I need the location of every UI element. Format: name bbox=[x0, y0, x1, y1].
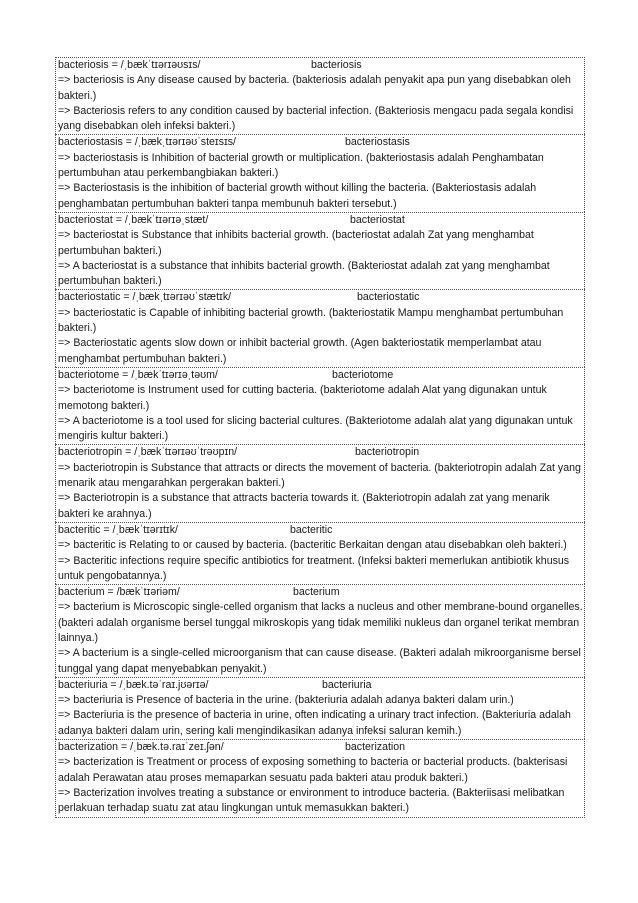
headword-pronunciation: bacterization = /ˌbæk.tə.raɪˈzeɪ.ʃən/ bbox=[58, 741, 224, 754]
entry-definition: => bacterium is Microscopic single-celled organism that lacks a nucleus and other membrane-bound organelles. (bakteri adalah organisme bersel tunggal mikroskopis yang tidak memiliki nukleus dan organel terikat membran lainnya.) bbox=[58, 601, 583, 644]
entry-definition: => bacteriotome is Instrument used for cutting bacteria. (bakteriotome adalah Alat yang digunakan untuk memotong bakteri.) bbox=[58, 384, 547, 412]
entry-header bbox=[58, 678, 584, 693]
dictionary-entry bbox=[55, 289, 585, 366]
entry-example: => A bacteriostat is a substance that inhibits bacterial growth. (Bakteriostat adalah zat yang menghambat pertumbuhan bakteri.) bbox=[58, 259, 550, 288]
entry-definition: => bacteriotropin is Substance that attracts or directs the movement of bacteria. (bakteriotropin adalah Zat yang menarik atau mengarahkan pergerakan bakteri.) bbox=[58, 461, 581, 490]
dictionary-entry bbox=[55, 134, 585, 211]
entry-header bbox=[58, 523, 584, 538]
dictionary-entry bbox=[55, 444, 585, 521]
entry-header bbox=[58, 213, 584, 228]
headword-pronunciation: bacteritic = /ˌbækˈtɪərɪtɪk/ bbox=[58, 523, 178, 536]
headword-pronunciation: bacteriotropin = /ˌbækˈtɪərɪəʊˈtrəʊpɪn/ bbox=[58, 446, 238, 459]
headword-pronunciation: bacteriuria = /ˌbæk.təˈraɪ.jʊərɪə/ bbox=[58, 678, 209, 691]
entry-definition: => bacteriuria is Presence of bacteria in the urine. (bakteriuria adalah adanya bakteri dalam urin.) bbox=[58, 694, 514, 707]
entry-example: => Bacteriosis refers to any condition caused by bacterial infection. (Bakteriosis mengacu pada segala kondisi yang disebabkan oleh infeksi bakteri.) bbox=[58, 104, 574, 133]
headword-pronunciation: bacteriostat = /ˌbækˈtɪərɪəˌstæt/ bbox=[58, 213, 209, 226]
dictionary-entries bbox=[55, 57, 585, 818]
entry-definition: => bacteritic is Relating to or caused by bacteria. (bacteritic Berkaitan dengan atau disebabkan oleh bakteri.) bbox=[58, 539, 567, 552]
entry-header bbox=[58, 740, 584, 755]
dictionary-entry bbox=[55, 367, 585, 444]
entry-example: => Bacteriostasis is the inhibition of bacterial growth without killing the bacteria. (Bakteriostasis adalah penghambatan pertumbuhan bakteri tanpa membunuh bakteri tersebut.) bbox=[58, 182, 537, 210]
dictionary-entry bbox=[55, 212, 585, 289]
entry-definition: => bacteriosis is Any disease caused by bacteria. (bakteriosis adalah penyakit apa pun yang disebabkan oleh bakteri.) bbox=[58, 74, 571, 102]
headword-pronunciation: bacterium = /bækˈtɪəriəm/ bbox=[58, 586, 180, 599]
entry-example: => Bacteriuria is the presence of bacteria in urine, often indicating a urinary tract infection. (Bakteriuria adalah adanya bakteri dalam urin, sering kali mengindikasikan adanya infeksi saluran kemih.) bbox=[58, 709, 571, 737]
entry-header bbox=[58, 368, 584, 383]
headword: bacteriostatic bbox=[357, 291, 420, 304]
entry-example: => A bacterium is a single-celled microorganism that can cause disease. (Bakteri adalah mikroorganisme bersel tunggal yang dapat menyebabkan penyakit.) bbox=[58, 647, 581, 675]
entry-header bbox=[58, 58, 584, 73]
entry-header bbox=[58, 290, 584, 305]
entry-definition: => bacteriostatic is Capable of inhibiting bacterial growth. (bakteriostatik Mampu menghambat pertumbuhan bakteri.) bbox=[58, 306, 564, 335]
entry-example: => Bacterization involves treating a substance or environment to introduce bacteria. (Bakteriisasi melibatkan perlakuan terhadap suatu zat atau lingkungan untuk memasukkan bakteri.) bbox=[58, 786, 565, 815]
entry-definition: => bacteriostasis is Inhibition of bacterial growth or multiplication. (bakteriostasis adalah Penghambatan pertumbuhan atau perkembangbiakan bakteri.) bbox=[58, 151, 544, 180]
headword: bacteriosis bbox=[311, 59, 362, 71]
headword-pronunciation: bacteriosis = /ˌbækˈtɪərɪəʊsɪs/ bbox=[58, 59, 201, 71]
dictionary-entry bbox=[55, 522, 585, 584]
entry-example: => Bacteriotropin is a substance that attracts bacteria towards it. (Bakteriotropin adalah zat yang menarik bakteri ke arahnya.) bbox=[58, 492, 550, 520]
entry-definition: => bacterization is Treatment or process of exposing something to bacteria or bacterial products. (bakterisasi adalah Perawatan atau proses memaparkan sesuatu pada bakteri atau produk bakteri.) bbox=[58, 756, 568, 784]
headword: bacteriostat bbox=[350, 213, 405, 226]
dictionary-entry bbox=[55, 677, 585, 739]
headword: bacteriotropin bbox=[355, 446, 420, 459]
headword-pronunciation: bacteriostasis = /ˌbækˌtɪərɪəʊˈsteɪsɪs/ bbox=[58, 136, 237, 149]
entry-header bbox=[58, 445, 584, 460]
entry-example: => Bacteriostatic agents slow down or inhibit bacterial growth. (Agen bakteriostatik memperlambat atau menghambat pertumbuhan bakteri.) bbox=[58, 337, 542, 365]
entry-example: => A bacteriotome is a tool used for slicing bacterial cultures. (Bakteriotome adalah alat yang digunakan untuk mengiris kultur bakteri.) bbox=[58, 414, 573, 443]
headword: bacterization bbox=[345, 741, 406, 754]
headword: bacteritic bbox=[290, 523, 333, 536]
entry-header bbox=[58, 585, 584, 600]
headword: bacterium bbox=[293, 586, 340, 599]
entry-definition: => bacteriostat is Substance that inhibits bacterial growth. (bacteriostat adalah Zat yang menghambat pertumbuhan bakteri.) bbox=[58, 229, 534, 257]
headword: bacteriotome bbox=[332, 368, 394, 381]
dictionary-entry bbox=[55, 739, 585, 817]
headword: bacteriuria bbox=[322, 678, 372, 691]
headword: bacteriostasis bbox=[345, 136, 410, 149]
dictionary-entry bbox=[55, 584, 585, 677]
dictionary-entry bbox=[55, 57, 585, 134]
headword-pronunciation: bacteriotome = /ˌbækˈtɪərɪəˌtəʊm/ bbox=[58, 368, 218, 381]
headword-pronunciation: bacteriostatic = /ˌbækˌtɪərɪəʊˈstætɪk/ bbox=[58, 291, 232, 304]
entry-example: => Bacteritic infections require specific antibiotics for treatment. (Infeksi bakteri memerlukan antibiotik khusus untuk pengobatannya.) bbox=[58, 554, 570, 582]
entry-header bbox=[58, 135, 584, 150]
